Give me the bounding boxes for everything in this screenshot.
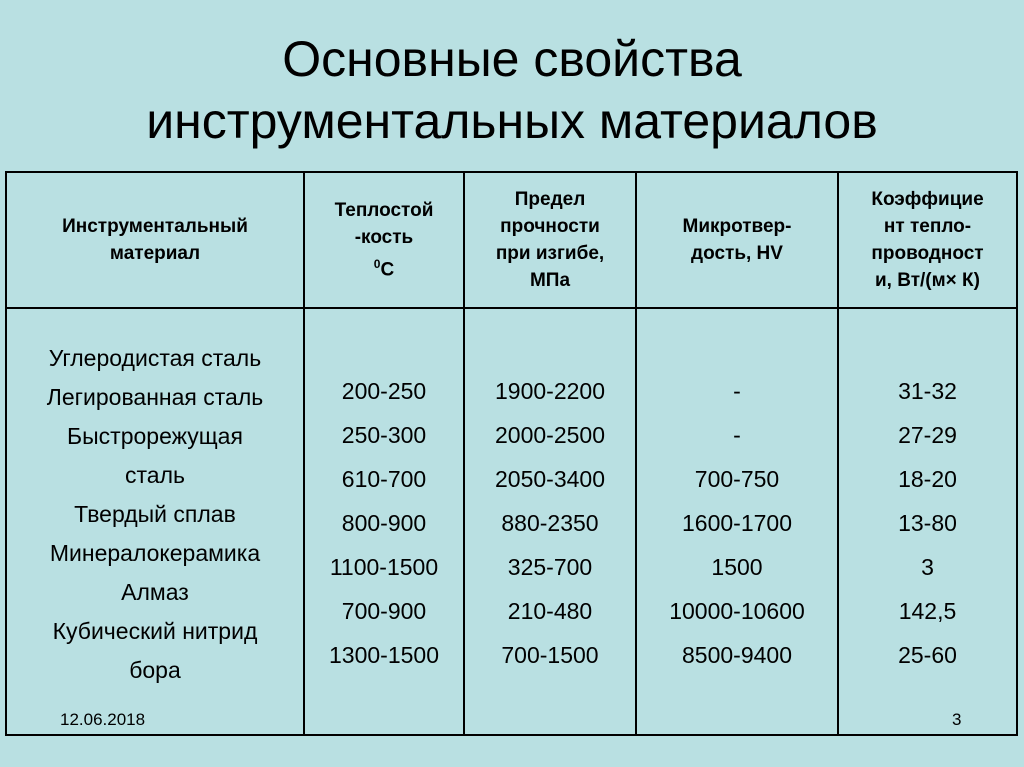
slide-title [0, 28, 1024, 152]
header-line: нт тепло- [883, 216, 972, 237]
material-name: Минералокерамика [49, 540, 261, 566]
material-name: Быстрорежущая [67, 423, 243, 449]
header-line: и, Вт/(м× К) [875, 270, 980, 291]
header-line: МПа [529, 270, 571, 291]
cell-value: 3 [921, 554, 934, 580]
bending-strength-column [465, 369, 635, 677]
material-name: сталь [125, 462, 185, 488]
header-line: Предел [514, 189, 586, 210]
cell-value: 700-900 [341, 598, 427, 624]
cell-value: 700-750 [694, 466, 780, 492]
material-name: Кубический нитрид [52, 618, 258, 644]
header-line: Теплостой [334, 199, 434, 221]
cell-value: 880-2350 [501, 510, 599, 536]
header-microhardness [637, 173, 837, 307]
header-divider [7, 307, 1016, 309]
material-name: Твердый сплав [74, 501, 236, 527]
heat-resistance-column [305, 369, 463, 677]
material-name: Углеродистая сталь [48, 345, 262, 371]
cell-value: 18-20 [898, 466, 957, 492]
material-name: Легированная сталь [46, 384, 264, 410]
header-line: -кость [354, 226, 414, 248]
header-line: дость, HV [691, 243, 783, 264]
cell-value: 800-900 [341, 510, 427, 536]
header-unit-superscript: 0 [373, 256, 381, 271]
cell-value: 2050-3400 [495, 466, 605, 492]
cell-value: 1600-1700 [682, 510, 792, 536]
cell-value: 31-32 [898, 378, 957, 404]
cell-value: 250-300 [341, 422, 427, 448]
properties-table [5, 171, 1018, 736]
header-unit-text: С [380, 259, 395, 281]
header-line: при изгибе, [495, 243, 605, 264]
cell-value: 610-700 [341, 466, 427, 492]
material-name: Алмаз [121, 579, 189, 605]
cell-value: 325-700 [507, 554, 593, 580]
header-heat-resistance [305, 173, 463, 307]
cell-value: 25-60 [898, 642, 957, 668]
header-line: Коэффицие [871, 189, 984, 210]
cell-value: 8500-9400 [682, 642, 792, 668]
header-line: Инструментальный [62, 216, 248, 237]
page-number: 3 [952, 710, 962, 729]
thermal-conductivity-column [839, 369, 1016, 677]
cell-value: 10000-10600 [669, 598, 805, 624]
cell-value: 210-480 [507, 598, 593, 624]
cell-value: - [733, 422, 741, 448]
cell-value: 200-250 [341, 378, 427, 404]
footer-date: 12.06.2018 [60, 710, 146, 729]
header-line: прочности [500, 216, 600, 237]
cell-value: 142,5 [898, 598, 957, 624]
cell-value: 27-29 [898, 422, 957, 448]
cell-value: 1300-1500 [329, 642, 439, 668]
microhardness-column [637, 369, 837, 677]
slide-title-line-1: Основные свойства [282, 31, 742, 87]
header-bending-strength [465, 173, 635, 307]
header-line: материал [109, 243, 201, 264]
cell-value: 13-80 [898, 510, 957, 536]
header-thermal-conductivity [839, 173, 1016, 307]
slide-title-line-2: инструментальных материалов [146, 93, 878, 149]
cell-value: 1900-2200 [495, 378, 605, 404]
material-name: бора [129, 657, 181, 683]
cell-value: 1500 [711, 554, 763, 580]
header-material [7, 173, 303, 307]
cell-value: - [733, 378, 741, 404]
cell-value: 2000-2500 [495, 422, 605, 448]
header-line: Микротвер- [682, 216, 792, 237]
cell-value: 1100-1500 [329, 554, 439, 580]
material-column [7, 339, 303, 690]
header-line: проводност [871, 243, 984, 264]
header-unit [335, 251, 434, 283]
cell-value: 700-1500 [501, 642, 599, 668]
